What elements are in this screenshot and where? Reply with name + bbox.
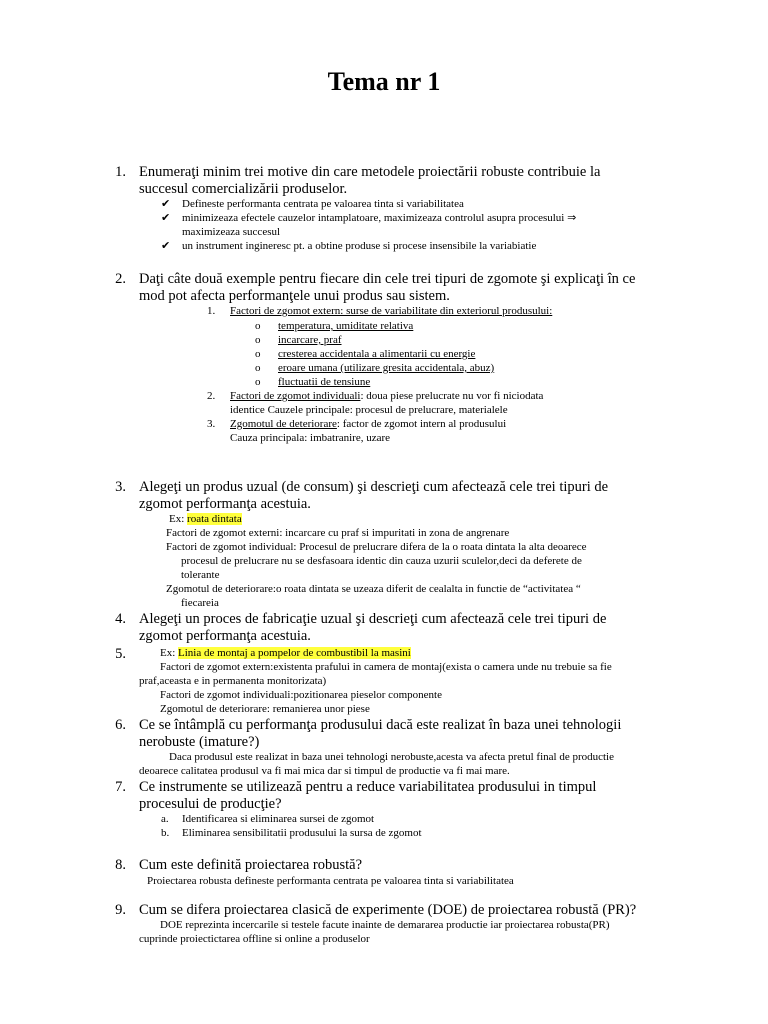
- q5-answer-line: Factori de zgomot extern:existenta prafului in camera de montaj(exista o camera unde nu trebuie sa fie: [160, 661, 612, 673]
- q2-item3-label: Zgomotul de deteriorare: [230, 418, 337, 430]
- q6-number: 6.: [115, 717, 126, 733]
- q9-answer-line: DOE reprezinta incercarile si testele facute inainte de demararea productie iar proiectarea robusta(PR): [160, 919, 610, 931]
- q2-subitem: eroare umana (utilizare gresita accidentala, abuz): [278, 362, 495, 374]
- q5-example-prefix: Ex:: [160, 647, 179, 659]
- q3-example-value: roata dintata: [187, 513, 242, 525]
- q3-answer-line: fiecareia: [181, 597, 219, 609]
- document-title: Tema nr 1: [327, 67, 441, 96]
- q7-line2: procesului de producţie?: [139, 796, 282, 812]
- q5-number: 5.: [115, 646, 126, 662]
- q3-number: 3.: [115, 479, 126, 495]
- q9-line1: Cum se difera proiectarea clasică de experimente (DOE) de proiectarea robustă (PR)?: [139, 902, 637, 918]
- q3-example-prefix: Ex:: [169, 513, 188, 525]
- q7-line1: Ce instrumente se utilizează pentru a reduce variabilitatea produsului in timpul: [139, 779, 597, 795]
- q5-example: [160, 647, 411, 660]
- circle-bullet-icon: o: [255, 320, 261, 332]
- q2-item3: [230, 418, 506, 431]
- q2-item2: [230, 390, 543, 403]
- q3-answer-line: Factori de zgomot externi: incarcare cu praf si impuritati in zona de angrenare: [166, 527, 510, 539]
- q6-answer-line: deoarece calitatea produsul va fi mai mica dar si timpul de productie va fi mai mare.: [139, 765, 510, 777]
- check-icon: ✔: [161, 198, 171, 210]
- check-icon: ✔: [161, 240, 171, 252]
- q9-number: 9.: [115, 902, 126, 918]
- circle-bullet-icon: o: [255, 348, 261, 360]
- q4-number: 4.: [115, 611, 126, 627]
- q5-answer-line: Factori de zgomot individuali:pozitionarea pieselor componente: [160, 689, 442, 701]
- q2-line1: Daţi câte două exemple pentru fiecare din cele trei tipuri de zgomote şi explicaţi în ce: [139, 271, 636, 287]
- q4-line2: zgomot performanţa acestuia.: [139, 628, 311, 644]
- q1-bullet: minimizeaza efectele cauzelor intamplatoare, maximizeaza controlul asupra procesului ⇒: [182, 212, 577, 224]
- q3-line1: Alegeţi un produs uzual (de consum) şi descrieţi cum afectează cele trei tipuri de: [139, 479, 609, 495]
- q1-bullet: Defineste performanta centrata pe valoarea tinta si variabilitatea: [182, 198, 464, 210]
- q2-line2: mod pot afecta performanţele unui produs sau sistem.: [139, 288, 450, 304]
- q7-item-marker: a.: [161, 813, 169, 825]
- q2-subitem: temperatura, umiditate relativa: [278, 320, 414, 332]
- q7-item-marker: b.: [161, 827, 170, 839]
- q2-subitem: cresterea accidentala a alimentarii cu energie: [278, 348, 476, 360]
- q5-answer-line: Zgomotul de deteriorare: remanierea unor piese: [160, 703, 370, 715]
- q6-answer-line: Daca produsul este realizat in baza unei tehnologi nerobuste,acesta va afecta pretul final de productie: [169, 751, 614, 763]
- q5-example-value: Linia de montaj a pompelor de combustibil la masini: [178, 647, 411, 659]
- q1-line2: succesul comercializării produselor.: [139, 181, 348, 197]
- q2-item2-text: : doua piese prelucrate nu vor fi niciodata: [360, 390, 544, 402]
- q7-number: 7.: [115, 779, 126, 795]
- q7-item: Eliminarea sensibilitatii produsului la sursa de zgomot: [182, 827, 422, 839]
- q2-item2-number: 2.: [207, 390, 216, 402]
- q3-example: [169, 513, 242, 526]
- circle-bullet-icon: o: [255, 376, 261, 388]
- q6-line2: nerobuste (imature?): [139, 734, 260, 750]
- circle-bullet-icon: o: [255, 362, 261, 374]
- q1-bullet: un instrument ingineresc pt. a obtine produse si procese insensibile la variabiatie: [182, 240, 537, 252]
- q3-answer-line: procesul de prelucrare nu se desfasoara identic din cauza uzurii sculelor,deci da deferete de: [181, 555, 582, 567]
- q9-answer-line: cuprinde proiectictarea offline si online a produselor: [139, 933, 370, 945]
- q1-number: 1.: [115, 164, 126, 180]
- q3-answer-line: tolerante: [181, 569, 220, 581]
- q2-item3-number: 3.: [207, 418, 216, 430]
- q8-line1: Cum este definită proiectarea robustă?: [139, 857, 363, 873]
- q2-item1-label: Factori de zgomot extern: surse de variabilitate din exteriorul produsului:: [230, 305, 553, 317]
- q2-item2-label: Factori de zgomot individuali: [230, 390, 361, 402]
- q2-item3-text: : factor de zgomot intern al produsului: [336, 418, 507, 430]
- q2-number: 2.: [115, 271, 126, 287]
- circle-bullet-icon: o: [255, 334, 261, 346]
- q2-item2-line2: identice Cauzele principale: procesul de prelucrare, materialele: [230, 404, 508, 416]
- q3-answer-line: Factori de zgomot individual: Procesul de prelucrare difera de la o roata dintata la alta deoarece: [166, 541, 587, 553]
- q3-line2: zgomot performanţa acestuia.: [139, 496, 311, 512]
- q4-line1: Alegeţi un proces de fabricaţie uzual şi descrieţi cum afectează cele trei tipuri de: [139, 611, 607, 627]
- q3-answer-line: Zgomotul de deteriorare:o roata dintata se uzeaza diferit de cealalta in functie de “activitatea “: [166, 583, 581, 595]
- q1-bullet-cont: maximizeaza succesul: [182, 226, 281, 238]
- q1-line1: Enumeraţi minim trei motive din care metodele proiectării robuste contribuie la: [139, 164, 601, 180]
- q6-line1: Ce se întâmplă cu performanţa produsului dacă este realizat în baza unei tehnologii: [139, 717, 622, 733]
- q2-subitem: fluctuatii de tensiune: [278, 376, 371, 388]
- check-icon: ✔: [161, 212, 171, 224]
- q2-item1-number: 1.: [207, 305, 216, 317]
- q7-item: Identificarea si eliminarea sursei de zgomot: [182, 813, 375, 825]
- q5-answer-line: praf,aceasta e in permanenta monitorizata): [139, 675, 327, 687]
- q2-item3-line2: Cauza principala: imbatranire, uzare: [230, 432, 391, 444]
- q8-number: 8.: [115, 857, 126, 873]
- q8-answer-line: Proiectarea robusta defineste performanta centrata pe valoarea tinta si variabilitatea: [147, 875, 514, 887]
- q2-subitem: incarcare, praf: [278, 334, 342, 346]
